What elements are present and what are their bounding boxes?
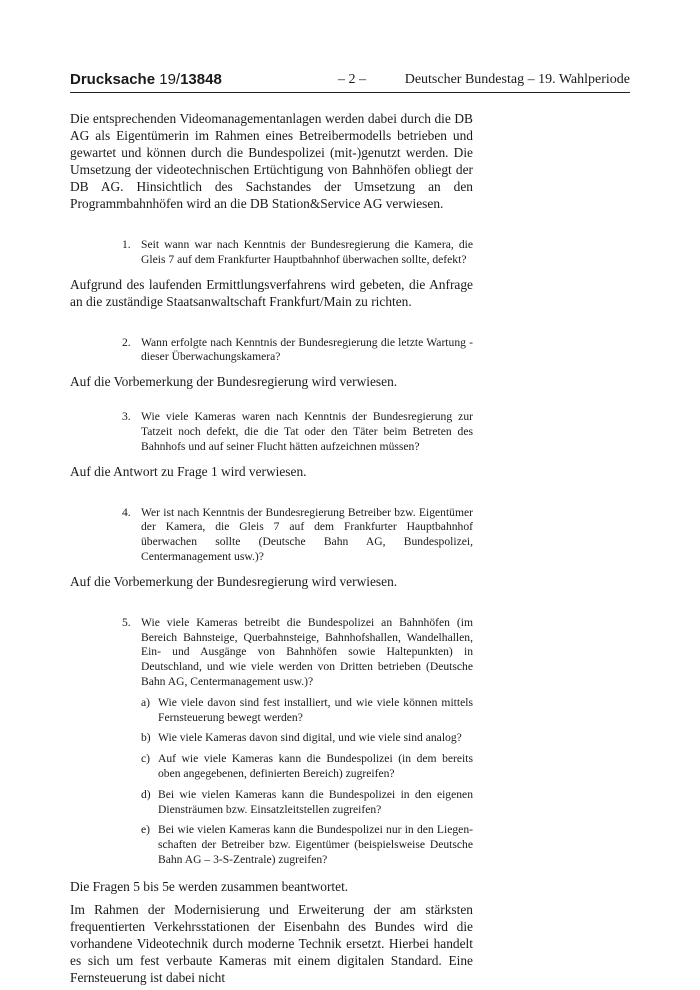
question-number: 4. [122, 505, 131, 519]
question-5e [141, 823, 473, 867]
answer-2: Auf die Vorbemerkung der Bundesregierung wird verwiesen. [70, 374, 398, 390]
answer-5: Im Rahmen der Modernisierung und Erweiterung der am stärksten frequentierten Verkehrsstationen der Eisenbahn des Bundes wird die vorhandene Videotechnik durch moderne Technik ersetzt. Hierbei handelt es sich um fest verbaute Kameras mit einem digitalen Standard. Eine Fernsteuerung ist dabei nicht [70, 901, 473, 985]
question-number: 3. [122, 410, 131, 424]
subquestion-text: Auf wie viele Kameras kann die Bundespolizei (in dem bereits oben angegebenen, definierten Bereich) zugreifen? [158, 752, 473, 780]
answer-5-intro: Die Fragen 5 bis 5e werden zusammen beantwortet. [70, 878, 349, 894]
subquestion-letter: e) [141, 823, 151, 837]
question-5a [141, 696, 473, 726]
subquestion-letter: b) [141, 731, 151, 745]
subquestion-letter: d) [141, 787, 151, 801]
subquestion-text: Bei wie vielen Kameras kann die Bundespolizei nur in den Liegenschaften der Betreiber bzw. Eigentümer (beispielsweise Deutsche Bahn AG – 3-S-Zentrale) zugreifen? [158, 823, 473, 866]
doc-number: 13848 [180, 71, 222, 88]
doc-label: Drucksache [70, 71, 156, 88]
document-body [70, 110, 473, 986]
answer-4: Auf die Vorbemerkung der Bundesregierung wird verwiesen. [70, 573, 398, 589]
document-id [70, 71, 222, 88]
subquestion-letter: c) [141, 752, 151, 766]
question-number: 5. [122, 615, 131, 629]
answer-1: Aufgrund des laufenden Ermittlungsverfahrens wird gebeten, die Anfrage an die zuständige Staatsanwaltschaft Frankfurt/Main zu richten. [70, 276, 473, 309]
page-header [70, 70, 630, 93]
question-1 [122, 238, 473, 268]
question-2 [122, 336, 473, 366]
question-text: Wann erfolgte nach Kenntnis der Bundesregierung die letzte Wartung - dieser Überwachungskamera? [141, 335, 473, 364]
subquestion-text: Wie viele Kameras davon sind digital, und wie viele sind analog? [158, 731, 462, 745]
question-5c [141, 752, 473, 782]
question-4 [122, 506, 473, 565]
question-text: Wie viele Kameras betreibt die Bundespolizei an Bahnhöfen (im Bereich Bahnsteige, Querbahnsteige, Bahnhofshallen, Wandelhallen, Ein- und Ausgänge von Bahnhöfen sowie Haltepunkten) in Deutschland, und wie viele werden von Dritten betrieben (Deutsche Bahn AG, Centermanagement usw.)? [141, 615, 473, 688]
question-number: 1. [122, 238, 131, 251]
subquestion-text: Wie viele davon sind fest installiert, und wie viele können mittels Fernsteuerung bewegt werden? [158, 695, 473, 724]
page-number: – 2 – [338, 72, 366, 87]
question-text: Wie viele Kameras waren nach Kenntnis der Bundesregierung zur Tatzeit noch defekt, die die Tat oder den Täter beim Betreten des Bahnhofs und auf seiner Flucht hätten aufzeichnen müssen? [141, 410, 473, 453]
intro-paragraph: Die entsprechenden Videomanagementanlagen werden dabei durch die DB AG als Eigentümerin im Rahmen eines Betreibermodells betrieben und gewartet und können durch die Bundespolizei (mit-)genutzt werden. Die Umsetzung der videotechnischen Ertüchtigung von Bahnhöfen obliegt der DB AG. Hinsichtlich des Sachstandes der Umsetzung an den Programmbahnhöfen wird an die DB Station&Service AG verwiesen. [70, 111, 473, 211]
question-text: Wer ist nach Kenntnis der Bundesregierung Betreiber bzw. Eigentümer der Kamera, die Gleis 7 auf dem Frankfurter Hauptbahnhof überwachen sollte (Deutsche Bahn AG, Bundespolizei, Centermanagement usw.)? [141, 505, 473, 563]
question-text: Seit wann war nach Kenntnis der Bundesregierung die Kamera, die Gleis 7 auf dem Frankfurter Hauptbahnhof überwachen sollte, defekt? [141, 238, 473, 266]
subquestion-text: Bei wie vielen Kameras kann die Bundespolizei in den eigenen Diensträumen bzw. Einsatzleitstellen zugreifen? [158, 787, 473, 816]
doc-period: 19/ [159, 71, 181, 88]
subquestion-letter: a) [141, 695, 151, 709]
question-5d [141, 788, 473, 818]
question-number: 2. [122, 335, 131, 349]
question-3 [122, 410, 473, 454]
question-5b [141, 731, 473, 746]
institution-label: Deutscher Bundestag – 19. Wahlperiode [404, 72, 630, 87]
question-5 [122, 616, 473, 690]
answer-3: Auf die Antwort zu Frage 1 wird verwiesen. [70, 463, 307, 479]
